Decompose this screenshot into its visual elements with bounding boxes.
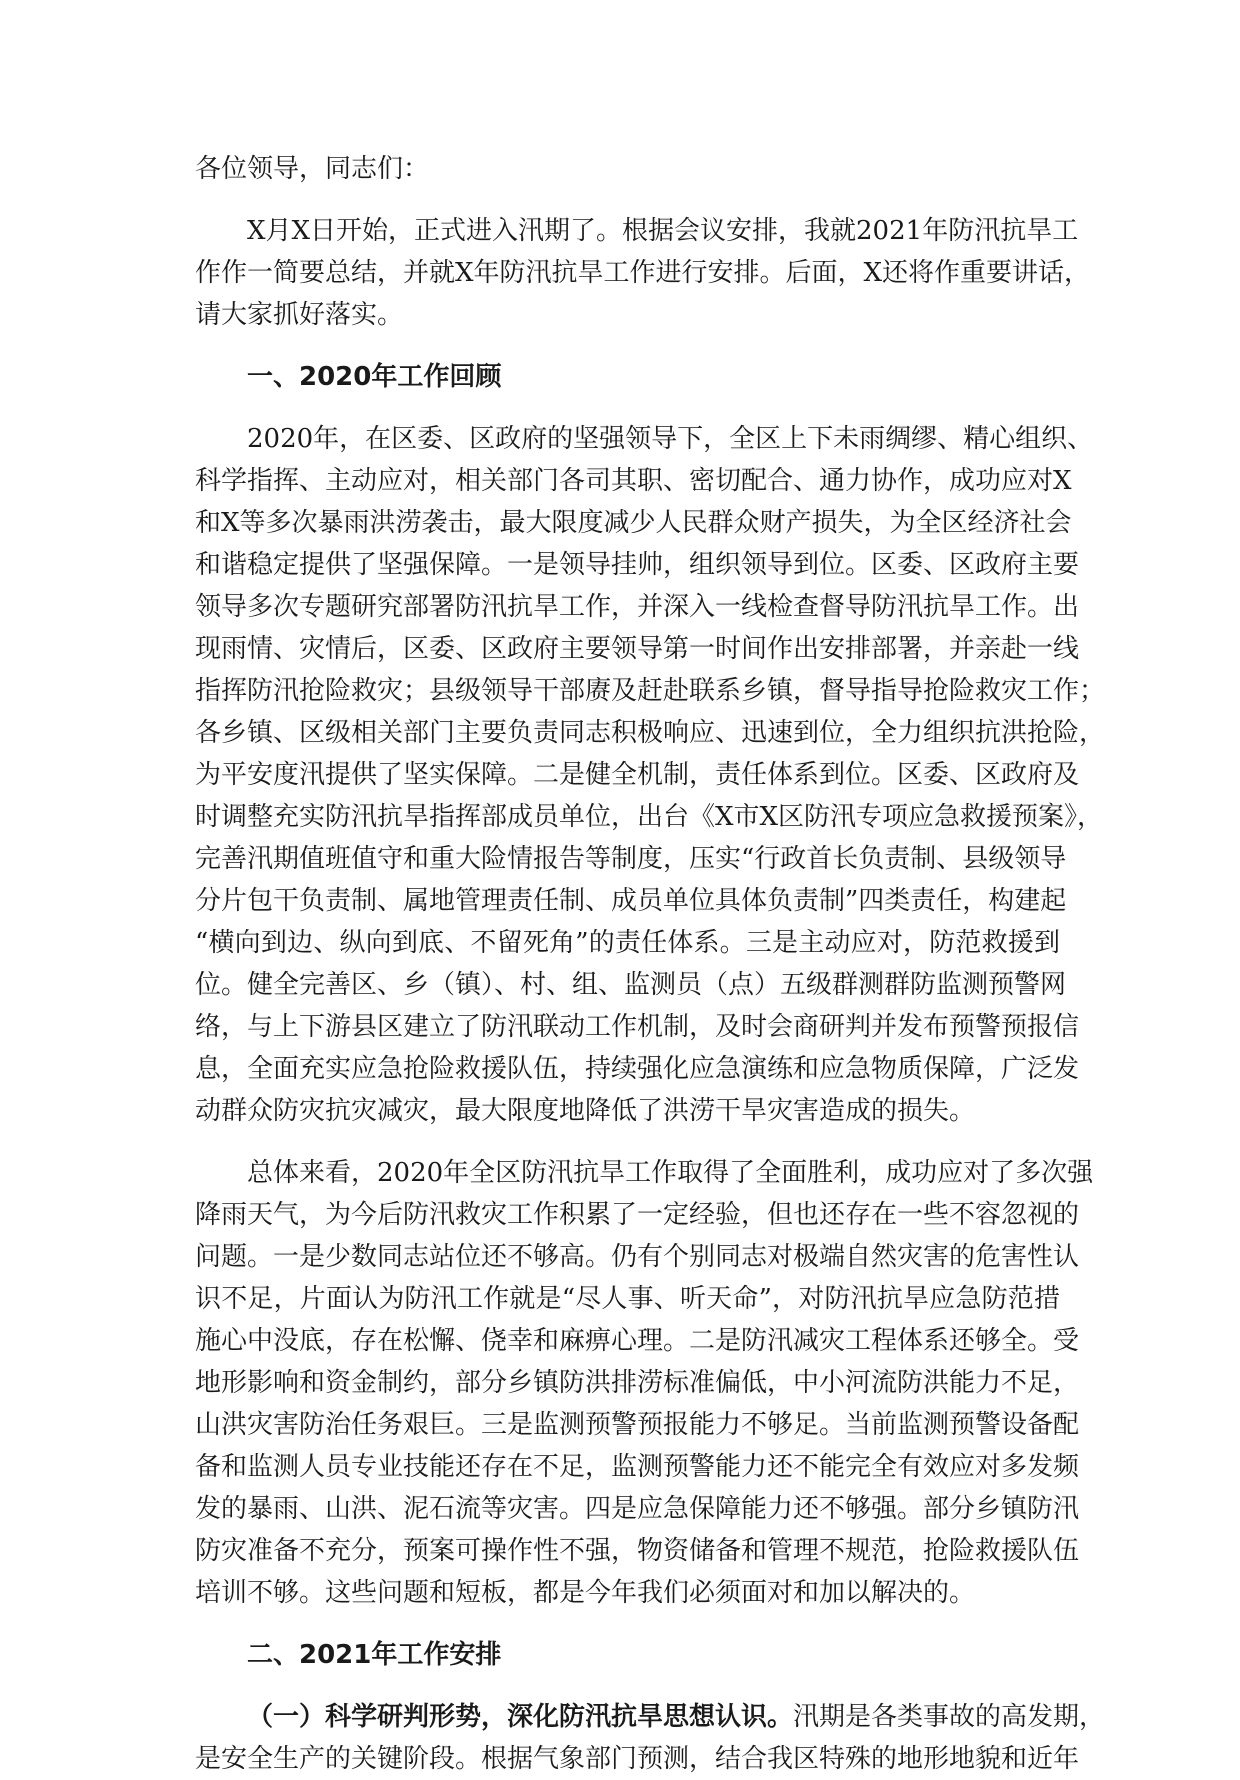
text-line: 问题。一是少数同志站位还不够高。仍有个别同志对极端自然灾害的危害性认 xyxy=(195,1242,1080,1272)
review-paragraph xyxy=(195,418,1106,1132)
text-line: 时调整充实防汛抗旱指挥部成员单位，出台《X市X区防汛专项应急救援预案》， xyxy=(195,802,1104,832)
text-line: 领导多次专题研究部署防汛抗旱工作，并深入一线检查督导防汛抗旱工作。出 xyxy=(195,592,1080,622)
text-line: “横向到边、纵向到底、不留死角”的责任体系。三是主动应对，防范救援到 xyxy=(195,928,1060,958)
text-line: 总体来看，2020年全区防汛抗旱工作取得了全面胜利，成功应对了多次强 xyxy=(247,1158,1094,1188)
text-line: 发的暴雨、山洪、泥石流等灾害。四是应急保障能力还不够强。部分乡镇防汛 xyxy=(195,1494,1080,1524)
text-line: 请大家抓好落实。 xyxy=(195,300,404,330)
text-line: 是安全生产的关键阶段。根据气象部门预测，结合我区特殊的地形地貌和近年 xyxy=(195,1744,1080,1774)
text-line: 为平安度汛提供了坚实保障。二是健全机制，责任体系到位。区委、区政府及 xyxy=(195,760,1080,790)
text-line: 分片包干负责制、属地管理责任制、成员单位具体负责制”四类责任，构建起 xyxy=(195,886,1067,916)
section-heading-2: 二、2021年工作安排 xyxy=(247,1640,502,1670)
text-line: X月X日开始，正式进入汛期了。根据会议安排，我就2021年防汛抗旱工 xyxy=(247,216,1079,246)
text-line: 山洪灾害防治任务艰巨。三是监测预警预报能力不够足。当前监测预警设备配 xyxy=(195,1410,1080,1440)
intro-paragraph xyxy=(195,210,1091,336)
text-line: 息，全面充实应急抢险救援队伍，持续强化应急演练和应急物质保障，广泛发 xyxy=(195,1054,1080,1084)
text-line: 备和监测人员专业技能还存在不足，监测预警能力还不能完全有效应对多发频 xyxy=(195,1452,1080,1482)
text-line: 降雨天气，为今后防汛救灾工作积累了一定经验，但也还存在一些不容忽视的 xyxy=(195,1200,1080,1230)
text-line: 络，与上下游县区建立了防汛联动工作机制，及时会商研判并发布预警预报信 xyxy=(195,1012,1080,1042)
plan-paragraph xyxy=(195,1696,1106,1780)
text-line xyxy=(195,1696,1106,1738)
item-text: 汛期是各类事故的高发期， xyxy=(793,1702,1106,1732)
text-line: 培训不够。这些问题和短板，都是今年我们必须面对和加以解决的。 xyxy=(195,1578,976,1608)
text-line: 科学指挥、主动应对，相关部门各司其职、密切配合、通力协作，成功应对X xyxy=(195,466,1072,496)
item-lead: （一）科学研判形势，深化防汛抗旱思想认识。 xyxy=(247,1702,794,1732)
text-line: 防灾准备不充分，预案可操作性不强，物资储备和管理不规范，抢险救援队伍 xyxy=(195,1536,1080,1566)
text-line: 施心中没底，存在松懈、侥幸和麻痹心理。二是防汛减灾工程体系还够全。受 xyxy=(195,1326,1080,1356)
section-heading-1: 一、2020年工作回顾 xyxy=(247,362,502,392)
text-line: 识不足，片面认为防汛工作就是“尽人事、听天命”，对防汛抗旱应急防范措 xyxy=(195,1284,1060,1314)
document-page xyxy=(195,148,1106,1780)
summary-paragraph xyxy=(195,1152,1094,1614)
text-line: 完善汛期值班值守和重大险情报告等制度，压实“行政首长负责制、县级领导 xyxy=(195,844,1067,874)
text-line: 作作一简要总结，并就X年防汛抗旱工作进行安排。后面，X还将作重要讲话， xyxy=(195,258,1091,288)
text-line: 2020年，在区委、区政府的坚强领导下，全区上下未雨绸缪、精心组织、 xyxy=(247,424,1094,454)
text-line: 各乡镇、区级相关部门主要负责同志积极响应、迅速到位，全力组织抗洪抢险， xyxy=(195,718,1106,748)
text-line: 指挥防汛抢险救灾；县级领导干部赓及赶赴联系乡镇，督导指导抢险救灾工作； xyxy=(195,676,1106,706)
text-line: 和谐稳定提供了坚强保障。一是领导挂帅，组织领导到位。区委、区政府主要 xyxy=(195,550,1080,580)
text-line: 现雨情、灾情后，区委、区政府主要领导第一时间作出安排部署，并亲赴一线 xyxy=(195,634,1080,664)
text-line: 地形影响和资金制约，部分乡镇防洪排涝标准偏低，中小河流防洪能力不足， xyxy=(195,1368,1080,1398)
text-line: 动群众防灾抗灾减灾，最大限度地降低了洪涝干旱灾害造成的损失。 xyxy=(195,1096,976,1126)
text-line: 位。健全完善区、乡（镇）、村、组、监测员（点）五级群测群防监测预警网 xyxy=(195,970,1067,1000)
text-line: 和X等多次暴雨洪涝袭击，最大限度减少人民群众财产损失，为全区经济社会 xyxy=(195,508,1072,538)
salutation: 各位领导，同志们： xyxy=(195,154,430,184)
